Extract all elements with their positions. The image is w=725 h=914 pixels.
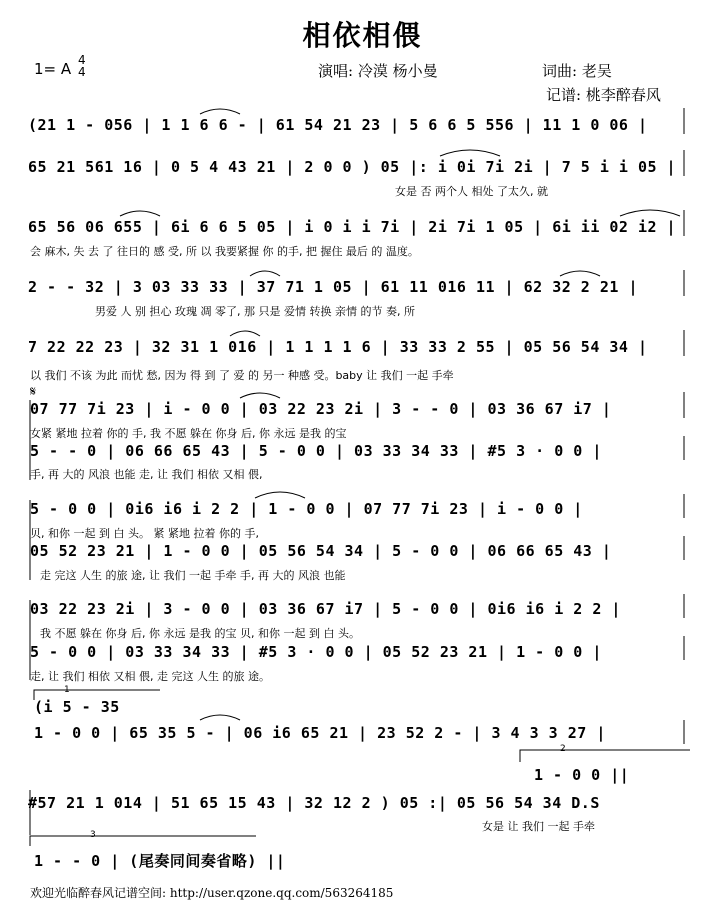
score-row-11: 5 - 0 0 | 03 33 34 33 | #5 3 · 0 0 | 05 52 23 21 | 1 - 0 0 | bbox=[30, 643, 602, 661]
lyric-row-2: 女是 否 两个人 相处 了太久, 就 bbox=[395, 185, 548, 198]
lyric-row-4: 男爱 人 别 担心 玫瑰 凋 零了, 那 只是 爱情 转换 亲情 的节 奏, 所 bbox=[95, 305, 415, 318]
lyric-row-6: 女紧 紧地 拉着 你的 手, 我 不愿 躲在 你身 后, 你 永远 是我 的宝 bbox=[30, 427, 347, 440]
score-row-8: 5 - 0 0 | 0i6 i6 i 2 2 | 1 - 0 0 | 07 77 7i 23 | i - 0 0 | bbox=[30, 500, 583, 518]
lyric-row-3: 会 麻木, 失 去 了 往日的 感 受, 所 以 我要紧握 你 的手, 把 握住 最后 的 温度。 bbox=[30, 245, 419, 258]
lyric-row-5: 以 我们 不该 为此 而忧 愁, 因为 得 到 了 爱 的 另一 种感 受。baby 让 我们 一起 手牵 bbox=[30, 369, 454, 382]
score-row-1: (21 1 - 056 | 1 1 6 6 - | 61 54 21 23 | 5 6 6 5 556 | 11 1 0 06 | bbox=[28, 116, 648, 134]
volta-2-label: 2 bbox=[560, 744, 566, 754]
score-row-14: 1 - 0 0 || bbox=[534, 766, 630, 784]
score-row-13: 1 - 0 0 | 65 35 5 - | 06 i6 65 21 | 23 52 2 - | 3 4 3 3 27 | bbox=[34, 724, 606, 742]
key-signature: 1= A bbox=[34, 60, 72, 78]
score-row-6: 07 77 7i 23 | i - 0 0 | 03 22 23 2i | 3 - - 0 | 03 36 67 i7 | bbox=[30, 400, 612, 418]
score-row-9: 05 52 23 21 | 1 - 0 0 | 05 56 54 34 | 5 - 0 0 | 06 66 65 43 | bbox=[30, 542, 612, 560]
lyric-row-9: 走 完这 人生 的旅 途, 让 我们 一起 手牵 手, 再 大的 风浪 也能 bbox=[40, 569, 346, 582]
composer-credit: 词曲: 老吴 bbox=[542, 62, 612, 80]
score-row-10: 03 22 23 2i | 3 - 0 0 | 03 36 67 i7 | 5 - 0 0 | 0i6 i6 i 2 2 | bbox=[30, 600, 621, 618]
lyric-row-15: 女是 让 我们 一起 手牵 bbox=[482, 820, 595, 833]
lyric-row-11: 走, 让 我们 相依 又相 偎, 走 完这 人生 的旅 途。 bbox=[30, 670, 270, 683]
time-signature-top: 4 bbox=[78, 53, 86, 67]
score-row-16: 1 - - 0 | (尾奏同间奏省略) || bbox=[34, 852, 286, 870]
time-signature-bottom: 4 bbox=[78, 65, 86, 79]
score-row-4: 2 - - 32 | 3 03 33 33 | 37 71 1 05 | 61 11 016 11 | 62 32 2 21 | bbox=[28, 278, 638, 296]
lyric-row-10: 我 不愿 躲在 你身 后, 你 永远 是我 的宝 贝, 和你 一起 到 白 头。 bbox=[40, 627, 360, 640]
volta-1-label: 1 bbox=[64, 685, 70, 695]
transcriber-credit: 记谱: 桃李醉春风 bbox=[546, 86, 661, 104]
score-row-3: 65 56 06 655 | 6i 6 6 5 05 | i 0 i i 7i | 2i 7i 1 05 | 6i ii 02 i2 | bbox=[28, 218, 677, 236]
lyric-row-7: 手, 再 大的 风浪 也能 走, 让 我们 相依 又相 偎, bbox=[30, 468, 263, 481]
score-row-7: 5 - - 0 | 06 66 65 43 | 5 - 0 0 | 03 33 34 33 | #5 3 · 0 0 | bbox=[30, 442, 602, 460]
volta-3-label: 3 bbox=[90, 830, 96, 840]
lyric-row-8: 贝, 和你 一起 到 白 头。 紧 紧地 拉着 你的 手, bbox=[30, 527, 259, 540]
score-row-15: #57 21 1 014 | 51 65 15 43 | 32 12 2 ) 05 :| 05 56 54 34 D.S bbox=[28, 794, 600, 812]
segno-sign: 𝄋 bbox=[30, 384, 37, 400]
page-title: 相依相偎 bbox=[302, 19, 423, 52]
singers-credit: 演唱: 冷漠 杨小曼 bbox=[318, 62, 438, 80]
score-row-2: 65 21 561 16 | 0 5 4 43 21 | 2 0 0 ) 05 |: i 0i 7i 2i | 7 5 i i 05 | bbox=[28, 158, 677, 176]
score-row-5: 7 22 22 23 | 32 31 1 016 | 1 1 1 1 6 | 33 33 2 55 | 05 56 54 34 | bbox=[28, 338, 648, 356]
score-row-12: (i 5 - 35 bbox=[34, 698, 120, 716]
footer-text: 欢迎光临醉春风记谱空间: http://user.qzone.qq.com/563264185 bbox=[30, 886, 394, 900]
